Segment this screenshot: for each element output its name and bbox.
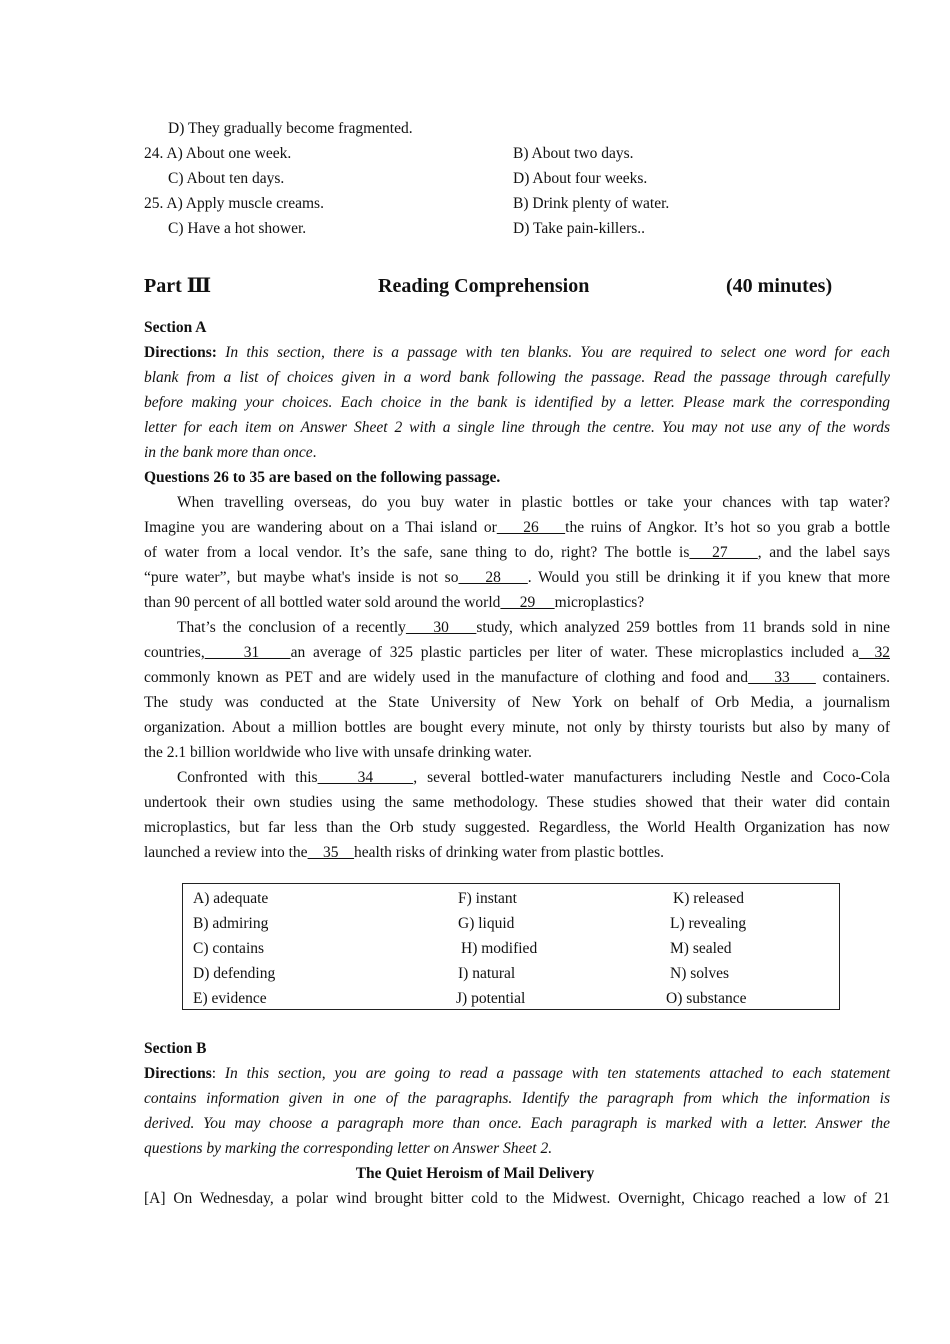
word-bank [182, 883, 840, 1010]
directions-text-end: in the bank more than once [144, 444, 313, 461]
section-b-heading: Section B [144, 1040, 207, 1057]
word-bank-item: N) solves [670, 965, 729, 982]
word-bank-item: L) revealing [670, 915, 747, 932]
part-time: (40 minutes) [726, 275, 833, 297]
passage-line-7: countries, 31 an average of 325 plastic particles per liter of water. These microplastics included a 32 [144, 644, 890, 661]
directions-text: In this section, there is a passage with ten blanks. You are required to select one word for each [225, 344, 890, 361]
word-bank-item: K) released [673, 890, 744, 907]
passage-line-12: Confronted with this 34 , several bottled-water manufacturers including Nestle and Coco-Cola [177, 769, 890, 786]
passage-line-4: “pure water”, but maybe what's inside is not so 28 . Would you still be drinking it if you knew that more [144, 569, 891, 586]
passage-line-10: organization. About a million bottles are bought every minute, not only by thirsty tourists but also by many of [144, 719, 890, 736]
word-bank-item: C) contains [193, 940, 265, 957]
blank-32: 32 [858, 644, 890, 661]
word-bank-item: O) substance [666, 990, 747, 1007]
blank-27: 27 [689, 544, 758, 561]
section-a-directions-line-2: blank from a list of choices given in a word bank following the passage. Read the passage through carefully [144, 369, 890, 386]
option-25-a: 25. A) Apply muscle creams. [144, 195, 324, 212]
section-a-directions-line-1 [144, 340, 890, 365]
passage-line-8: commonly known as PET and are widely used in the manufacture of clothing and food and 33 containers. [144, 669, 891, 686]
passage-line-3: of water from a local vendor. It’s the safe, sane thing to do, right? The bottle is 27 , and the label says [144, 544, 891, 561]
word-bank-item: B) admiring [193, 915, 269, 932]
word-bank-item: H) modified [461, 940, 538, 957]
word-bank-item: G) liquid [458, 915, 515, 932]
word-bank-item: A) adequate [193, 890, 269, 907]
part-title: Reading Comprehension [378, 275, 590, 297]
passage-line-13: undertook their own studies using the same methodology. These studies showed that their water did contain [144, 794, 890, 811]
blank-29: 29 [500, 594, 555, 611]
option-23-d: D) They gradually become fragmented. [168, 120, 413, 137]
passage-line-6: That’s the conclusion of a recently 30 study, which analyzed 259 bottles from 11 brands sold in nine [177, 619, 891, 636]
word-bank-item: D) defending [193, 965, 276, 982]
word-bank-item: I) natural [458, 965, 516, 982]
blank-31: 31 [204, 644, 291, 661]
section-a-directions-line-4: letter for each item on Answer Sheet 2 with a single line through the centre. You may not use any of the words [144, 419, 890, 436]
word-bank-item: M) sealed [670, 940, 732, 957]
option-24-d: D) About four weeks. [513, 170, 648, 187]
section-b-directions-line-1: Directions: In this section, you are going to read a passage with ten statements attached to each statement [144, 1065, 890, 1082]
blank-28: 28 [458, 569, 528, 586]
section-b-directions-text: In this section, you are going to read a passage with ten statements attached to each statement [224, 1065, 890, 1082]
option-25-c: C) Have a hot shower. [168, 220, 307, 237]
blank-33: 33 [748, 669, 816, 686]
blank-26: 26 [496, 519, 566, 536]
section-b-directions-line-4: questions by marking the corresponding letter on Answer Sheet 2. [144, 1140, 553, 1157]
questions-heading: Questions 26 to 35 are based on the following passage. [144, 469, 501, 486]
section-b-directions-line-3: derived. You may choose a paragraph more than once. Each paragraph is marked with a letter. Answer the [144, 1115, 890, 1132]
blank-34: 34 [317, 769, 414, 786]
part-label: Part Ⅲ [144, 275, 212, 297]
section-b-directions-label: Directions [144, 1065, 212, 1082]
passage-line-14: microplastics, but far less than the Orb study suggested. Regardless, the World Health Organization has now [144, 819, 890, 836]
passage-line-1: When travelling overseas, do you buy water in plastic bottles or take your chances with tap water? [177, 494, 890, 511]
blank-35: 35 [307, 844, 355, 861]
option-24-a: 24. A) About one week. [144, 145, 292, 162]
option-25-b: B) Drink plenty of water. [513, 195, 670, 212]
section-a-heading: Section A [144, 319, 207, 336]
section-a-directions-line-5 [144, 440, 316, 465]
paragraph-a-line-1: [A] On Wednesday, a polar wind brought bitter cold to the Midwest. Overnight, Chicago reached a low of 21 [144, 1190, 890, 1207]
passage-line-15: launched a review into the 35 health risks of drinking water from plastic bottles. [144, 844, 664, 861]
option-24-c: C) About ten days. [168, 170, 285, 187]
word-bank-item: J) potential [456, 990, 526, 1007]
passage-line-9: The study was conducted at the State University of New York on behalf of Orb Media, a journalism [144, 694, 890, 711]
directions-label: Directions: [144, 344, 217, 361]
word-bank-item: F) instant [458, 890, 517, 907]
directions-period: . [312, 444, 317, 461]
passage-line-11: the 2.1 billion worldwide who live with unsafe drinking water. [144, 744, 532, 761]
passage-line-5: than 90 percent of all bottled water sold around the world 29 microplastics? [144, 594, 645, 611]
section-a-directions-line-3: before making your choices. Each choice in the bank is identified by a letter. Please mark the corresponding [144, 394, 890, 411]
section-b-directions-line-2: contains information given in one of the paragraphs. Identify the paragraph from which the information is [144, 1090, 890, 1107]
option-25-d: D) Take pain-killers.. [513, 220, 646, 237]
word-bank-item: E) evidence [193, 990, 267, 1007]
option-24-b: B) About two days. [513, 145, 634, 162]
passage-line-2: Imagine you are wandering about on a Thai island or 26 the ruins of Angkor. It’s hot so you grab a bottle [144, 519, 890, 536]
passage-title: The Quiet Heroism of Mail Delivery [355, 1165, 595, 1182]
blank-30: 30 [405, 619, 477, 636]
